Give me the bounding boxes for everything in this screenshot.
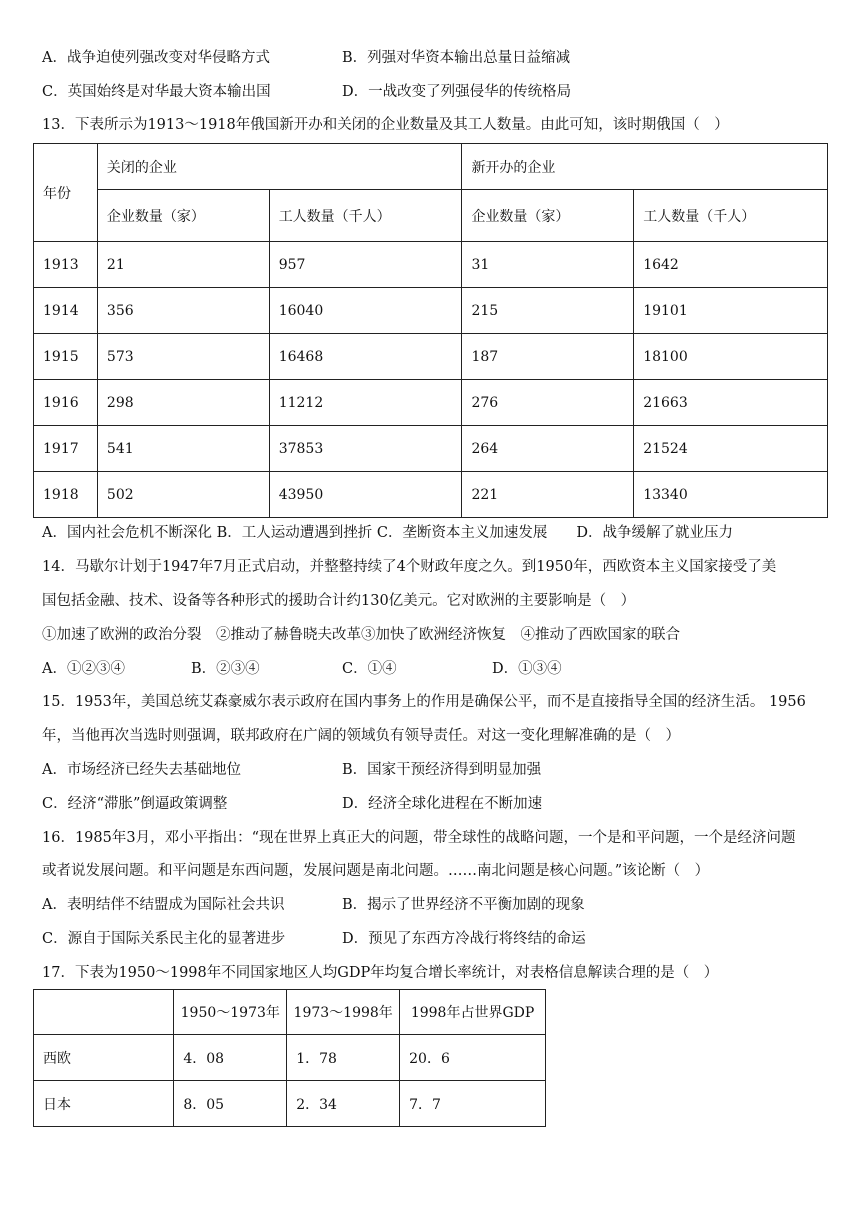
q17-header-1950-1973: 1950～1973年 [174,990,287,1035]
q15-stem-line-2: 年，当他再次当选时则强调，联邦政府在广阔的领域负有领导责任。对这一变化理解准确的是（ ） [42,728,680,744]
q17-region-cell: 西欧 [34,1035,174,1081]
q17-cell: 8．05 [174,1081,287,1127]
q13-cell: 37853 [269,426,462,472]
q13-options[interactable]: A．国内社会危机不断深化 B．工人运动遭遇到挫折 C．垄断资本主义加速发展 D．战争缓解了就业压力 [42,525,734,541]
q13-new-count-header: 企业数量（家） [462,190,634,242]
q15-option-c[interactable]: C．经济“滞胀”倒逼政策调整 [42,796,228,812]
q13-cell: 43950 [269,472,462,518]
q13-cell: 19101 [634,288,828,334]
q14-option-b[interactable]: B．②③④ [191,661,260,677]
q12-option-a[interactable]: A．战争迫使列强改变对华侵略方式 [42,50,270,66]
q13-cell: 187 [462,334,634,380]
q13-cell: 21 [97,242,269,288]
q13-closed-header: 关闭的企业 [97,144,462,190]
q15-option-d[interactable]: D．经济全球化进程在不断加速 [342,796,543,812]
q12-option-c[interactable]: C．英国始终是对华最大资本输出国 [42,84,271,100]
q13-cell: 264 [462,426,634,472]
q17-header-world-gdp-share: 1998年占世界GDP [400,990,546,1035]
q14-option-a[interactable]: A．①②③④ [42,661,125,677]
q17-corner-cell [34,990,174,1035]
q17-region-cell: 日本 [34,1081,174,1127]
q17-cell: 7．7 [400,1081,546,1127]
q17-table-header-row [34,990,546,1035]
q13-cell: 18100 [634,334,828,380]
q13-cell: 21524 [634,426,828,472]
q17-cell: 2．34 [287,1081,400,1127]
q13-table-subheader-row [34,190,828,242]
table-row [34,242,828,288]
table-row [34,380,828,426]
q17-header-1973-1998: 1973～1998年 [287,990,400,1035]
q13-table [33,143,828,518]
q13-cell: 215 [462,288,634,334]
q16-option-c[interactable]: C．源自于国际关系民主化的显著进步 [42,931,286,947]
q15-option-b[interactable]: B．国家干预经济得到明显加强 [342,762,542,778]
table-row [34,472,828,518]
q14-items: ①加速了欧洲的政治分裂 ②推动了赫鲁晓夫改革③加快了欧洲经济恢复 ④推动了西欧国家的联合 [42,627,680,643]
q13-closed-workers-header: 工人数量（千人） [269,190,462,242]
q13-year-cell: 1914 [34,288,98,334]
q13-cell: 221 [462,472,634,518]
q17-cell: 20．6 [400,1035,546,1081]
q13-year-cell: 1916 [34,380,98,426]
q13-year-cell: 1917 [34,426,98,472]
q13-new-workers-header: 工人数量（千人） [634,190,828,242]
table-row [34,426,828,472]
q14-option-c[interactable]: C．①④ [342,661,397,677]
q13-closed-count-header: 企业数量（家） [97,190,269,242]
q13-table-header-row [34,144,828,190]
q13-cell: 356 [97,288,269,334]
q13-cell: 298 [97,380,269,426]
q16-option-b[interactable]: B．揭示了世界经济不平衡加剧的现象 [342,897,585,913]
q13-cell: 11212 [269,380,462,426]
q13-cell: 957 [269,242,462,288]
q16-option-a[interactable]: A．表明结伴不结盟成为国际社会共识 [42,897,285,913]
q13-cell: 21663 [634,380,828,426]
q13-cell: 16468 [269,334,462,380]
q12-option-d[interactable]: D．一战改变了列强侵华的传统格局 [342,84,572,100]
q13-year-cell: 1913 [34,242,98,288]
q16-stem-line-1: 16．1985年3月，邓小平指出：“现在世界上真正大的问题，带全球性的战略问题，一个是和平问题，一个是经济问题 [42,830,796,846]
q13-cell: 502 [97,472,269,518]
q13-cell: 276 [462,380,634,426]
q13-cell: 541 [97,426,269,472]
table-row [34,1081,546,1127]
q13-year-header: 年份 [34,144,98,242]
q14-stem-line-1: 14．马歇尔计划于1947年7月正式启动，并整整持续了4个财政年度之久。到1950年，西欧资本主义国家接受了美 [42,559,777,575]
q17-cell: 4．08 [174,1035,287,1081]
q14-stem-line-2: 国包括金融、技术、设备等各种形式的援助合计约130亿美元。它对欧洲的主要影响是（ ） [42,593,636,609]
q15-stem-line-1: 15．1953年，美国总统艾森豪威尔表示政府在国内事务上的作用是确保公平，而不是直接指导全国的经济生活。 1956 [42,694,806,710]
table-row [34,288,828,334]
q17-cell: 1．78 [287,1035,400,1081]
q13-new-header: 新开办的企业 [462,144,828,190]
table-row [34,1035,546,1081]
q12-option-b[interactable]: B．列强对华资本输出总量日益缩减 [342,50,571,66]
q15-option-a[interactable]: A．市场经济已经失去基础地位 [42,762,241,778]
q16-option-d[interactable]: D．预见了东西方冷战行将终结的命运 [342,931,586,947]
q13-year-cell: 1918 [34,472,98,518]
q13-year-cell: 1915 [34,334,98,380]
q13-stem: 13．下表所示为1913～1918年俄国新开办和关闭的企业数量及其工人数量。由此可知，该时期俄国（ ） [42,117,729,133]
q13-cell: 31 [462,242,634,288]
q17-table [33,989,546,1127]
q13-cell: 1642 [634,242,828,288]
q13-cell: 13340 [634,472,828,518]
q16-stem-line-2: 或者说发展问题。和平问题是东西问题，发展问题是南北问题。……南北问题是核心问题。”该论断（ ） [42,863,710,879]
q14-option-d[interactable]: D．①③④ [492,661,562,677]
q13-cell: 16040 [269,288,462,334]
table-row [34,334,828,380]
q13-cell: 573 [97,334,269,380]
q17-stem: 17．下表为1950～1998年不同国家地区人均GDP年均复合增长率统计，对表格信息解读合理的是（ ） [42,965,719,981]
